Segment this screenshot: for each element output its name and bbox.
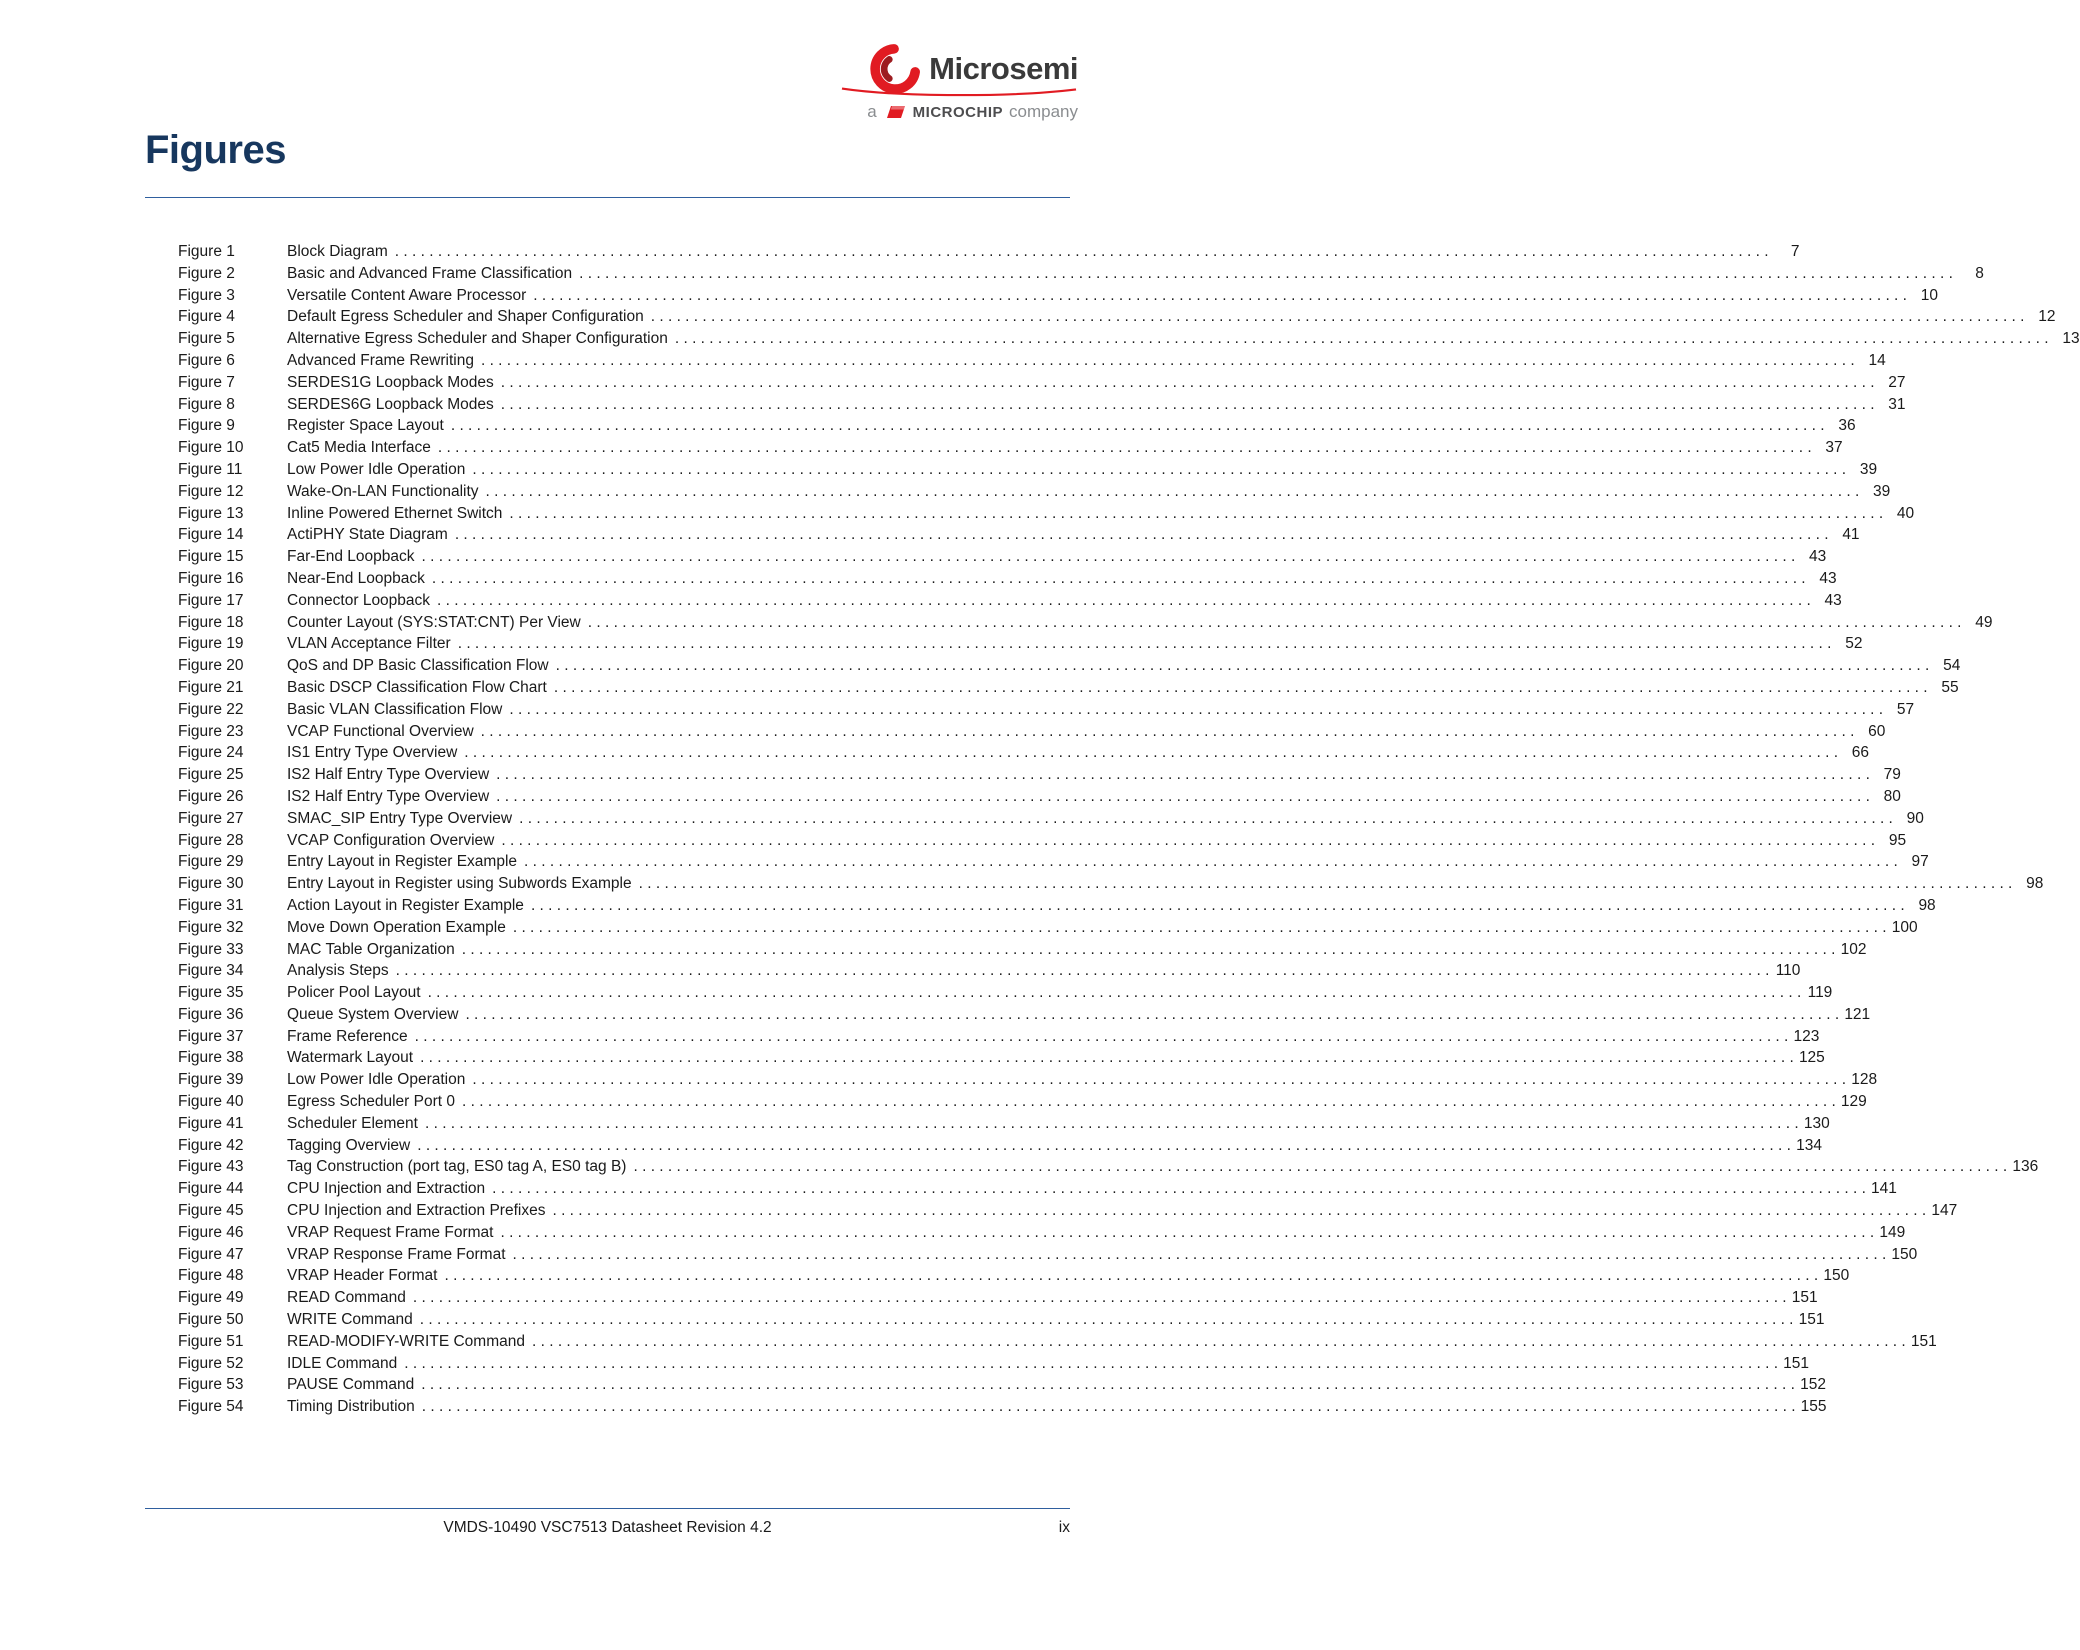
figure-label: Figure 31 [178,896,244,914]
figure-label: Figure 9 [178,417,235,435]
figure-label: Figure 12 [178,482,244,500]
toc-entry[interactable] [178,917,1918,939]
figure-title: Counter Layout (SYS:STAT:CNT) Per View [287,613,581,631]
figure-title: Cat5 Media Interface [287,439,431,457]
figure-page-number: 43 [1819,569,1837,587]
tagline-prefix: a [867,102,877,121]
figure-page-number: 151 [1791,1289,1818,1307]
brand-tagline [833,102,1078,122]
figure-label: Figure 5 [178,330,235,348]
figure-title: Low Power Idle Operation [287,460,466,478]
dot-leader: . . . . . . . . . . . . . . . . . . . . . . . . . . . . . . . . . . . . . . . . . . . . . . . . . . . . . . . . . . . . . . . . . . . . . . . . . . . . . . . . . . . . . . . . . . . . . . . . . . . . . . . . . . . . . . . . . . . . . . . . . . . . . . . . . . . . . . . . . . . . . . . . . . . . . . . . . . . . . . . . [519,809,1893,827]
figure-label: Figure 24 [178,744,244,762]
dot-leader: . . . . . . . . . . . . . . . . . . . . . . . . . . . . . . . . . . . . . . . . . . . . . . . . . . . . . . . . . . . . . . . . . . . . . . . . . . . . . . . . . . . . . . . . . . . . . . . . . . . . . . . . . . . . . . . . . . . . . . . . . . . . . . . . . . . . . . . . . . . . . . . . . . . . . . . . . . . . . . . . [555,657,1930,675]
figure-label: Figure 13 [178,504,244,522]
figure-label: Figure 4 [178,308,235,326]
figure-page-number: 39 [1859,460,1878,478]
figure-title: Wake-On-LAN Functionality [287,482,479,500]
figure-label: Figure 54 [178,1398,244,1416]
dot-leader: . . . . . . . . . . . . . . . . . . . . . . . . . . . . . . . . . . . . . . . . . . . . . . . . . . . . . . . . . . . . . . . . . . . . . . . . . . . . . . . . . . . . . . . . . . . . . . . . . . . . . . . . . . . . . . . . . . . . . . . . . . . . . . . . . . . . . . . . . . . . . . . . . . . . . . . . . . . . . . . . [457,635,1832,653]
toc-entry[interactable] [178,699,1915,721]
figure-label: Figure 23 [178,722,244,740]
toc-entry[interactable] [178,982,1833,1004]
dot-leader: . . . . . . . . . . . . . . . . . . . . . . . . . . . . . . . . . . . . . . . . . . . . . . . . . . . . . . . . . . . . . . . . . . . . . . . . . . . . . . . . . . . . . . . . . . . . . . . . . . . . . . . . . . . . . . . . . . . . . . . . . . . . . . . . . . . . . . . . . . . . . . . . . . . . . . . . . . . . . . . . [485,482,1860,500]
figure-label: Figure 41 [178,1114,244,1132]
footer-page-number: ix [1058,1519,1070,1536]
figure-label: Figure 52 [178,1354,244,1372]
toc-entry[interactable] [178,830,1907,852]
figure-title: VRAP Request Frame Format [287,1223,494,1241]
figure-label: Figure 20 [178,657,244,675]
figure-title: Default Egress Scheduler and Shaper Configuration [287,308,644,326]
figure-title: Alternative Egress Scheduler and Shaper Configuration [287,330,668,348]
figure-label: Figure 22 [178,700,244,718]
dot-leader: . . . . . . . . . . . . . . . . . . . . . . . . . . . . . . . . . . . . . . . . . . . . . . . . . . . . . . . . . . . . . . . . . . . . . . . . . . . . . . . . . . . . . . . . . . . . . . . . . . . . . . . . . . . . . . . . . . . . . . . . . . . . . . . . . . . . . . . . . . . . . . . . . . . . . . . . . . . . . . . . [462,1093,1836,1111]
dot-leader: . . . . . . . . . . . . . . . . . . . . . . . . . . . . . . . . . . . . . . . . . . . . . . . . . . . . . . . . . . . . . . . . . . . . . . . . . . . . . . . . . . . . . . . . . . . . . . . . . . . . . . . . . . . . . . . . . . . . . . . . . . . . . . . . . . . . . . . . . . . . . . . . . . . . . . . . . . . . . . . . [424,1114,1799,1132]
figure-page-number: 31 [1888,395,1906,413]
figure-page-number: 54 [1943,657,1961,675]
figure-page-number: 43 [1824,591,1842,609]
figure-title: Tagging Overview [287,1136,411,1154]
dot-leader: . . . . . . . . . . . . . . . . . . . . . . . . . . . . . . . . . . . . . . . . . . . . . . . . . . . . . . . . . . . . . . . . . . . . . . . . . . . . . . . . . . . . . . . . . . . . . . . . . . . . . . . . . . . . . . . . . . . . . . . . . . . . . . . . . . . . . . . . . . . . . . . . . . . . . . . . . . . . . . . . [420,1049,1794,1067]
page-title: Figures [145,128,286,172]
figure-title: VRAP Header Format [287,1267,438,1285]
figure-title: Advanced Frame Rewriting [287,351,474,369]
dot-leader: . . . . . . . . . . . . . . . . . . . . . . . . . . . . . . . . . . . . . . . . . . . . . . . . . . . . . . . . . . . . . . . . . . . . . . . . . . . . . . . . . . . . . . . . . . . . . . . . . . . . . . . . . . . . . . . . . . . . . . . . . . . . . . . . . . . . . . . . . . . . . . . . . . . . . . . . . . . . . . . . [512,1245,1887,1263]
figure-page-number: 80 [1883,787,1901,805]
figure-label: Figure 14 [178,526,244,544]
figure-label: Figure 11 [178,460,243,478]
figure-title: Scheduler Element [287,1114,418,1132]
figure-label: Figure 46 [178,1223,244,1241]
dot-leader: . . . . . . . . . . . . . . . . . . . . . . . . . . . . . . . . . . . . . . . . . . . . . . . . . . . . . . . . . . . . . . . . . . . . . . . . . . . . . . . . . . . . . . . . . . . . . . . . . . . . . . . . . . . . . . . . . . . . . . . . . . . . . . . . . . . . . . . . . . . . . . . . . . . . . . . . . . . . . . . . [414,1027,1789,1045]
figure-title: QoS and DP Basic Classification Flow [287,657,549,675]
dot-leader: . . . . . . . . . . . . . . . . . . . . . . . . . . . . . . . . . . . . . . . . . . . . . . . . . . . . . . . . . . . . . . . . . . . . . . . . . . . . . . . . . . . . . . . . . . . . . . . . . . . . . . . . . . . . . . . . . . . . . . . . . . . . . . . . . . . . . . . . . . . . . . . . . . . . . . . . . . . . . . . . [509,504,1884,522]
toc-entry[interactable] [178,1287,1818,1309]
toc-entry[interactable] [178,1353,1810,1375]
dot-leader: . . . . . . . . . . . . . . . . . . . . . . . . . . . . . . . . . . . . . . . . . . . . . . . . . . . . . . . . . . . . . . . . . . . . . . . . . . . . . . . . . . . . . . . . . . . . . . . . . . . . . . . . . . . . . . . . . . . . . . . . . . . . . . . . . . . . . . . . . . . . . . . . . . . . . . . . . . . . . . . . [552,1202,1927,1220]
tagline-suffix: company [1009,102,1078,121]
toc-entry[interactable] [178,1396,1827,1418]
microchip-logo-icon [883,104,907,120]
dot-leader: . . . . . . . . . . . . . . . . . . . . . . . . . . . . . . . . . . . . . . . . . . . . . . . . . . . . . . . . . . . . . . . . . . . . . . . . . . . . . . . . . . . . . . . . . . . . . . . . . . . . . . . . . . . . . . . . . . . . . . . . . . . . . . . . . . . . . . . . . . . . . . . . . . . . . . . . . . . . . . . . [404,1354,1779,1372]
figure-title: VCAP Configuration Overview [287,831,495,849]
figure-title: Near-End Loopback [287,569,425,587]
figure-page-number: 125 [1798,1049,1825,1067]
toc-entry[interactable] [178,1331,1937,1353]
toc-entry[interactable] [178,1178,1897,1200]
dot-leader: . . . . . . . . . . . . . . . . . . . . . . . . . . . . . . . . . . . . . . . . . . . . . . . . . . . . . . . . . . . . . . . . . . . . . . . . . . . . . . . . . . . . . . . . . . . . . . . . . . . . . . . . . . . . . . . . . . . . . . . . . . . . . . . . . . . . . . . . . . . . . . . . . . . . . . . . . . . . . . . . [417,1136,1791,1154]
toc-entry[interactable] [178,677,1959,699]
figure-label: Figure 27 [178,809,244,827]
dot-leader: . . . . . . . . . . . . . . . . . . . . . . . . . . . . . . . . . . . . . . . . . . . . . . . . . . . . . . . . . . . . . . . . . . . . . . . . . . . . . . . . . . . . . . . . . . . . . . . . . . . . . . . . . . . . . . . . . . . . . . . . . . . . . . . . . . . . . . . . . . . . . . . . . . . . . . . . . . . . . . . . [501,831,1876,849]
figure-page-number: 13 [2062,330,2080,348]
figure-page-number: 40 [1896,504,1915,522]
figure-page-number: 151 [1910,1332,1937,1350]
figure-title: Basic VLAN Classification Flow [287,700,503,718]
figure-label: Figure 18 [178,613,244,631]
figure-page-number: 150 [1891,1245,1918,1263]
figure-page-number: 27 [1888,373,1906,391]
figure-label: Figure 39 [178,1071,244,1089]
toc-entry[interactable] [178,960,1801,982]
dot-leader: . . . . . . . . . . . . . . . . . . . . . . . . . . . . . . . . . . . . . . . . . . . . . . . . . . . . . . . . . . . . . . . . . . . . . . . . . . . . . . . . . . . . . . . . . . . . . . . . . . . . . . . . . . . . . . . . . . . . . . . . . . . . . . . . . . . . . . . . . . . . . . . . . . . . . . . . . . . . . . . . [472,1071,1847,1089]
dot-leader: . . . . . . . . . . . . . . . . . . . . . . . . . . . . . . . . . . . . . . . . . . . . . . . . . . . . . . . . . . . . . . . . . . . . . . . . . . . . . . . . . . . . . . . . . . . . . . . . . . . . . . . . . . . . . . . . . . . . . . . . . . . . . . . . . . . . . . . . . . . . . . . . . . . . . . . . . . . . . . . . [530,896,1905,914]
figure-page-number: 151 [1783,1354,1810,1372]
figure-title: Connector Loopback [287,591,431,609]
figure-label: Figure 47 [178,1245,244,1263]
figure-page-number: 110 [1775,962,1801,980]
figure-title: READ-MODIFY-WRITE Command [287,1332,525,1350]
figure-page-number: 98 [2026,875,2044,893]
toc-entry[interactable] [178,568,1837,590]
figure-label: Figure 1 [178,243,235,260]
figure-page-number: 155 [1800,1398,1827,1416]
figure-page-number: 136 [2012,1158,2039,1176]
figure-page-number: 147 [1931,1202,1958,1220]
figure-label: Figure 3 [178,286,235,304]
toc-entry[interactable] [178,1265,1850,1287]
figure-title: Versatile Content Aware Processor [287,286,527,304]
dot-leader: . . . . . . . . . . . . . . . . . . . . . . . . . . . . . . . . . . . . . . . . . . . . . . . . . . . . . . . . . . . . . . . . . . . . . . . . . . . . . . . . . . . . . . . . . . . . . . . . . . . . . . . . . . . . . . . . . . . . . . . . . . . . . . . . . . . . . . . . . . . . . . . . . . . . . . . . . . . . . . . . [500,373,1875,391]
figure-label: Figure 28 [178,831,244,849]
figure-title: SMAC_SIP Entry Type Overview [287,809,513,827]
figure-label: Figure 49 [178,1289,244,1307]
figure-label: Figure 21 [178,678,244,696]
figure-page-number: 79 [1883,766,1901,784]
toc-entry[interactable] [178,851,1929,873]
brand-header [833,46,1078,122]
figure-page-number: 98 [1918,896,1936,914]
dot-leader: . . . . . . . . . . . . . . . . . . . . . . . . . . . . . . . . . . . . . . . . . . . . . . . . . . . . . . . . . . . . . . . . . . . . . . . . . . . . . . . . . . . . . . . . . . . . . . . . . . . . . . . . . . . . . . . . . . . . . . . . . . . . . . . . . . . . . . . . . . . . . . . . . . . . . . . . . . . . . . . . [587,613,1962,631]
dot-leader: . . . . . . . . . . . . . . . . . . . . . . . . . . . . . . . . . . . . . . . . . . . . . . . . . . . . . . . . . . . . . . . . . . . . . . . . . . . . . . . . . . . . . . . . . . . . . . . . . . . . . . . . . . . . . . . . . . . . . . . . . . . . . . . . . . . . . . . . . . . . . . . . . . . . . . . . . . . . . . . . [496,766,1870,784]
toc-entry[interactable] [178,1113,1830,1135]
figure-label: Figure 8 [178,395,235,413]
toc-entry[interactable] [178,1374,1826,1396]
figure-page-number: 57 [1896,700,1915,718]
dot-leader: . . . . . . . . . . . . . . . . . . . . . . . . . . . . . . . . . . . . . . . . . . . . . . . . . . . . . . . . . . . . . . . . . . . . . . . . . . . . . . . . . . . . . . . . . . . . . . . . . . . . . . . . . . . . . . . . . . . . . . . . . . . . . . . . . . . . . . . . . . . . . . . . . . . . . . . . . . . . . . . . [431,569,1806,587]
toc-entry[interactable] [178,263,1984,285]
figure-page-number: 151 [1798,1311,1825,1329]
dot-leader: . . . . . . . . . . . . . . . . . . . . . . . . . . . . . . . . . . . . . . . . . . . . . . . . . . . . . . . . . . . . . . . . . . . . . . . . . . . . . . . . . . . . . . . . . . . . . . . . . . . . . . . . . . . . . . . . . . . . . . . . . . . . . . . . . . . . . . . . . . . . . . . . . . . . . . . . . . . . . . . . [421,1376,1795,1394]
figure-page-number: 14 [1868,351,1886,369]
dot-leader: . . . . . . . . . . . . . . . . . . . . . . . . . . . . . . . . . . . . . . . . . . . . . . . . . . . . . . . . . . . . . . . . . . . . . . . . . . . . . . . . . . . . . . . . . . . . . . . . . . . . . . . . . . . . . . . . . . . . . . . . . . . . . . . . . . . . . . . . . . . . . . . . . . . . . . . . . . . . . . . . [437,439,1812,457]
figure-page-number: 37 [1825,439,1843,457]
figure-label: Figure 37 [178,1027,244,1045]
figure-title: Register Space Layout [287,417,444,435]
figure-label: Figure 7 [178,373,235,391]
toc-entry[interactable] [178,285,1938,307]
figure-label: Figure 53 [178,1376,244,1394]
figure-page-number: 39 [1873,482,1891,500]
dot-leader: . . . . . . . . . . . . . . . . . . . . . . . . . . . . . . . . . . . . . . . . . . . . . . . . . . . . . . . . . . . . . . . . . . . . . . . . . . . . . . . . . . . . . . . . . . . . . . . . . . . . . . . . . . . . . . . . . . . . . . . . . . . . . . . . . . . . . . . . . . . . . . . . . . . . . . . . . . . . . . . . [633,1158,2008,1176]
figures-list [178,241,2080,1418]
dot-leader: . . . . . . . . . . . . . . . . . . . . . . . . . . . . . . . . . . . . . . . . . . . . . . . . . . . . . . . . . . . . . . . . . . . . . . . . . . . . . . . . . . . . . . . . . . . . . . . . . . . . . . . . . . . . . . . . . . . . . . . . . . . . . . . . . . . . . . . . . . . . . . . . . . . . . . . . . . . . . . . . [464,744,1839,762]
toc-entry[interactable] [178,655,1961,677]
toc-entry[interactable] [178,328,2080,350]
figure-label: Figure 17 [178,591,244,609]
figure-label: Figure 29 [178,853,244,871]
figure-title: Tag Construction (port tag, ES0 tag A, ES0 tag B) [287,1158,627,1176]
toc-entry[interactable] [178,481,1891,503]
dot-leader: . . . . . . . . . . . . . . . . . . . . . . . . . . . . . . . . . . . . . . . . . . . . . . . . . . . . . . . . . . . . . . . . . . . . . . . . . . . . . . . . . . . . . . . . . . . . . . . . . . . . . . . . . . . . . . . . . . . . . . . . . . . . . . . . . . . . . . . . . . . . . . . . . . . . . . . . . . . . . . . . [524,853,1898,871]
toc-entry[interactable] [178,1069,1878,1091]
figure-label: Figure 19 [178,635,244,653]
brand-row [833,46,1078,92]
figure-title: Basic DSCP Classification Flow Chart [287,678,547,696]
figure-label: Figure 10 [178,439,244,457]
dot-leader: . . . . . . . . . . . . . . . . . . . . . . . . . . . . . . . . . . . . . . . . . . . . . . . . . . . . . . . . . . . . . . . . . . . . . . . . . . . . . . . . . . . . . . . . . . . . . . . . . . . . . . . . . . . . . . . . . . . . . . . . . . . . . . . . . . . . . . . . . . . . . . . . . . . . . . . . . . . . . . . . [454,526,1829,544]
toc-entry[interactable] [178,764,1901,786]
figure-page-number: 130 [1803,1114,1830,1132]
dot-leader: . . . . . . . . . . . . . . . . . . . . . . . . . . . . . . . . . . . . . . . . . . . . . . . . . . . . . . . . . . . . . . . . . . . . . . . . . . . . . . . . . . . . . . . . . . . . . . . . . . . . . . . . . . . . . . . . . . . . . . . . . . . . . . . . . . . . . . . . . . . . . . . . . . . . . . . . . . . . . . . . [472,460,1847,478]
figure-page-number: 149 [1879,1223,1906,1241]
figure-label: Figure 38 [178,1049,244,1067]
figure-page-number: 49 [1975,613,1993,631]
figure-page-number: 60 [1868,722,1886,740]
toc-entry[interactable] [178,1135,1822,1157]
dot-leader: . . . . . . . . . . . . . . . . . . . . . . . . . . . . . . . . . . . . . . . . . . . . . . . . . . . . . . . . . . . . . . . . . . . . . . . . . . . . . . . . . . . . . . . . . . . . . . . . . . . . . . . . . . . . . . . . . . . . . . . . . . . . . . . . . . . . . . . . . . . . . . . . . . . . . . . . . . . . . . . . [638,875,2013,893]
toc-entry[interactable] [178,1244,1918,1266]
figure-page-number: 150 [1823,1267,1850,1285]
figure-page-number: 43 [1809,548,1827,566]
dot-leader: . . . . . . . . . . . . . . . . . . . . . . . . . . . . . . . . . . . . . . . . . . . . . . . . . . . . . . . . . . . . . . . . . . . . . . . . . . . . . . . . . . . . . . . . . . . . . . . . . . . . . . . . . . . . . . . . . . . . . . . . . . . . . . . . . . . . . . . . . . . . . . . . . . . . . . . . . . . . . . . . [437,591,1811,609]
title-divider [145,197,1070,198]
figure-title: ActiPHY State Diagram [287,526,448,544]
figure-page-number: 128 [1851,1071,1878,1089]
tagline-brand: MICROCHIP [912,103,1004,121]
figure-label: Figure 36 [178,1005,244,1023]
footer-divider [145,1508,1070,1509]
figure-title: CPU Injection and Extraction [287,1180,486,1198]
figure-title: Block Diagram [287,243,388,260]
figure-title: Move Down Operation Example [287,918,506,936]
dot-leader: . . . . . . . . . . . . . . . . . . . . . . . . . . . . . . . . . . . . . . . . . . . . . . . . . . . . . . . . . . . . . . . . . . . . . . . . . . . . . . . . . . . . . . . . . . . . . . . . . . . . . . . . . . . . . . . . . . . . . . . . . . . . . . . . . . . . . . . . . . . . . . . . . . . . . . . . . . . . . . . . [480,722,1855,740]
toc-entry[interactable] [178,808,1924,830]
figure-page-number: 121 [1844,1005,1871,1023]
toc-entry[interactable] [178,786,1901,808]
toc-entry[interactable] [178,503,1915,525]
figure-title: Action Layout in Register Example [287,896,524,914]
figure-label: Figure 50 [178,1311,244,1329]
dot-leader: . . . . . . . . . . . . . . . . . . . . . . . . . . . . . . . . . . . . . . . . . . . . . . . . . . . . . . . . . . . . . . . . . . . . . . . . . . . . . . . . . . . . . . . . . . . . . . . . . . . . . . . . . . . . . . . . . . . . . . . . . . . . . . . . . . . . . . . . . . . . . . . . . . . . . . . . . . . . . . . . [444,1267,1819,1285]
figure-label: Figure 30 [178,875,244,893]
figure-label: Figure 48 [178,1267,244,1285]
figure-page-number: 100 [1891,918,1918,936]
figure-label: Figure 26 [178,787,244,805]
microsemi-logo-icon [867,46,925,92]
toc-entry[interactable] [178,524,1860,546]
dot-leader: . . . . . . . . . . . . . . . . . . . . . . . . . . . . . . . . . . . . . . . . . . . . . . . . . . . . . . . . . . . . . . . . . . . . . . . . . . . . . . . . . . . . . . . . . . . . . . . . . . . . . . . . . . . . . . . . . . . . . . . . . . . . . . . . . . . . . . . . . . . . . . . . . . . . . . . . . . . . . . . . [450,417,1825,435]
toc-entry[interactable] [178,306,2056,328]
figure-title: Egress Scheduler Port 0 [287,1093,456,1111]
figure-label: Figure 35 [178,984,244,1002]
figure-title: IS2 Half Entry Type Overview [287,766,490,784]
dot-leader: . . . . . . . . . . . . . . . . . . . . . . . . . . . . . . . . . . . . . . . . . . . . . . . . . . . . . . . . . . . . . . . . . . . . . . . . . . . . . . . . . . . . . . . . . . . . . . . . . . . . . . . . . . . . . . . . . . . . . . . . . . . . . . . . . . . . . . . . . . . . . . . . . . . . . . . . . . . . . . . . [492,1180,1866,1198]
figure-label: Figure 32 [178,918,244,936]
dot-leader: . . . . . . . . . . . . . . . . . . . . . . . . . . . . . . . . . . . . . . . . . . . . . . . . . . . . . . . . . . . . . . . . . . . . . . . . . . . . . . . . . . . . . . . . . . . . . . . . . . . . . . . . . . . . . . . . . . . . . . . . . . . . . . . . . . . . . . . . . . . . . . . . . . . . . . . . . . . . . . . . [674,330,2049,348]
toc-entry[interactable] [178,394,1906,416]
dot-leader: . . . . . . . . . . . . . . . . . . . . . . . . . . . . . . . . . . . . . . . . . . . . . . . . . . . . . . . . . . . . . . . . . . . . . . . . . . . . . . . . . . . . . . . . . . . . . . . . . . . . . . . . . . . . . . . . . . . . . . . . . . . . . . . . . . . . . . . . . . . . . . . . . . . . . . . . . . . . . . . . [650,308,2025,326]
figure-title: IS2 Half Entry Type Overview [287,787,490,805]
toc-entry[interactable] [178,1309,1825,1331]
figure-page-number: 134 [1796,1136,1822,1154]
dot-leader: . . . . . . . . . . . . . . . . . . . . . . . . . . . . . . . . . . . . . . . . . . . . . . . . . . . . . . . . . . . . . . . . . . . . . . . . . . . . . . . . . . . . . . . . . . . . . . . . . . . . . . . . . . . . . . . . . . . . . . . . . . . . . . . . . . . . . . . . . . . . . . . . . . . . . . . . . . . . . . . . [496,787,1870,805]
figure-page-number: 90 [1906,809,1924,827]
figure-label: Figure 25 [178,766,244,784]
figure-title: Far-End Loopback [287,548,415,566]
figure-title: Basic and Advanced Frame Classification [287,264,573,282]
dot-leader: . . . . . . . . . . . . . . . . . . . . . . . . . . . . . . . . . . . . . . . . . . . . . . . . . . . . . . . . . . . . . . . . . . . . . . . . . . . . . . . . . . . . . . . . . . . . . . . . . . . . . . . . . . . . . . . . . . . . . . . . . . . . . . . . . . . . . . . . . . . . . . . . . . . . . . . . . . . . . . . . [500,395,1875,413]
toc-entry[interactable] [178,415,1856,437]
figure-label: Figure 16 [178,569,244,587]
figure-page-number: 7 [1790,243,1800,260]
toc-entry[interactable] [178,372,1906,394]
toc-entry[interactable] [178,939,1867,961]
toc-entry[interactable] [178,1026,1820,1048]
figure-title: Watermark Layout [287,1049,414,1067]
figure-title: Frame Reference [287,1027,408,1045]
dot-leader: . . . . . . . . . . . . . . . . . . . . . . . . . . . . . . . . . . . . . . . . . . . . . . . . . . . . . . . . . . . . . . . . . . . . . . . . . . . . . . . . . . . . . . . . . . . . . . . . . . . . . . . . . . . . . . . . . . . . . . . . . . . . . . . . . . . . . . . . . . . . . . . . . . . . . . . . . . . . . . . . [531,1332,1906,1350]
toc-entry[interactable] [178,241,1800,263]
footer-text: VMDS-10490 VSC7513 Datasheet Revision 4.2 [443,1519,772,1536]
toc-entry[interactable] [178,742,1870,764]
figure-label: Figure 2 [178,264,235,282]
figure-page-number: 141 [1871,1180,1897,1198]
figure-label: Figure 33 [178,940,244,958]
toc-entry[interactable] [178,1200,1958,1222]
dot-leader: . . . . . . . . . . . . . . . . . . . . . . . . . . . . . . . . . . . . . . . . . . . . . . . . . . . . . . . . . . . . . . . . . . . . . . . . . . . . . . . . . . . . . . . . . . . . . . . . . . . . . . . . . . . . . . . . . . . . . . . . . . . . . . . . . . . . . . . . . . . . . . . . . . . . . . . . . . . . . . . . [427,984,1802,1002]
toc-entry[interactable] [178,612,1993,634]
dot-leader: . . . . . . . . . . . . . . . . . . . . . . . . . . . . . . . . . . . . . . . . . . . . . . . . . . . . . . . . . . . . . . . . . . . . . . . . . . . . . . . . . . . . . . . . . . . . . . . . . . . . . . . . . . . . . . . . . . . . . . . . . . . . . . . . . . . . . . . . . . . . . . . . . . . . . . . . . . . . . . . . [412,1289,1787,1307]
figure-page-number: 55 [1941,678,1959,696]
figure-title: IS1 Entry Type Overview [287,744,458,762]
toc-entry[interactable] [178,873,2044,895]
dot-leader: . . . . . . . . . . . . . . . . . . . . . . . . . . . . . . . . . . . . . . . . . . . . . . . . . . . . . . . . . . . . . . . . . . . . . . . . . . . . . . . . . . . . . . . . . . . . . . . . . . . . . . . . . . . . . . . . . . . . . . . . . . . . . . . . . . . . . . . . . . . . . . . . . . . . . . . . . . . . . . . . [394,243,1769,260]
toc-entry[interactable] [178,1156,2039,1178]
figure-page-number: 97 [1911,853,1929,871]
dot-leader: . . . . . . . . . . . . . . . . . . . . . . . . . . . . . . . . . . . . . . . . . . . . . . . . . . . . . . . . . . . . . . . . . . . . . . . . . . . . . . . . . . . . . . . . . . . . . . . . . . . . . . . . . . . . . . . . . . . . . . . . . . . . . . . . . . . . . . . . . . . . . . . . . . . . . . . . . . . . . . . . [395,962,1770,980]
figure-title: Policer Pool Layout [287,984,421,1002]
figure-title: WRITE Command [287,1311,413,1329]
figure-page-number: 52 [1845,635,1863,653]
toc-entry[interactable] [178,1222,1906,1244]
figure-page-number: 66 [1851,744,1870,762]
figure-label: Figure 44 [178,1180,244,1198]
figure-title: CPU Injection and Extraction Prefixes [287,1202,546,1220]
figure-label: Figure 43 [178,1158,244,1176]
toc-entry[interactable] [178,437,1843,459]
figure-title: READ Command [287,1289,406,1307]
toc-entry[interactable] [178,546,1827,568]
dot-leader: . . . . . . . . . . . . . . . . . . . . . . . . . . . . . . . . . . . . . . . . . . . . . . . . . . . . . . . . . . . . . . . . . . . . . . . . . . . . . . . . . . . . . . . . . . . . . . . . . . . . . . . . . . . . . . . . . . . . . . . . . . . . . . . . . . . . . . . . . . . . . . . . . . . . . . . . . . . . . . . . [461,940,1836,958]
figure-label: Figure 42 [178,1136,244,1154]
figure-page-number: 123 [1793,1027,1820,1045]
dot-leader: . . . . . . . . . . . . . . . . . . . . . . . . . . . . . . . . . . . . . . . . . . . . . . . . . . . . . . . . . . . . . . . . . . . . . . . . . . . . . . . . . . . . . . . . . . . . . . . . . . . . . . . . . . . . . . . . . . . . . . . . . . . . . . . . . . . . . . . . . . . . . . . . . . . . . . . . . . . . . . . . [512,918,1887,936]
figure-page-number: 12 [2038,308,2056,326]
brand-name: Microsemi [929,51,1078,86]
toc-entry[interactable] [178,590,1842,612]
dot-leader: . . . . . . . . . . . . . . . . . . . . . . . . . . . . . . . . . . . . . . . . . . . . . . . . . . . . . . . . . . . . . . . . . . . . . . . . . . . . . . . . . . . . . . . . . . . . . . . . . . . . . . . . . . . . . . . . . . . . . . . . . . . . . . . . . . . . . . . . . . . . . . . . . . . . . . . . . . . . . . . . [509,700,1884,718]
figure-title: Low Power Idle Operation [287,1071,466,1089]
figure-page-number: 41 [1842,526,1860,544]
toc-entry[interactable] [178,721,1886,743]
toc-entry[interactable] [178,895,1936,917]
dot-leader: . . . . . . . . . . . . . . . . . . . . . . . . . . . . . . . . . . . . . . . . . . . . . . . . . . . . . . . . . . . . . . . . . . . . . . . . . . . . . . . . . . . . . . . . . . . . . . . . . . . . . . . . . . . . . . . . . . . . . . . . . . . . . . . . . . . . . . . . . . . . . . . . . . . . . . . . . . . . . . . . [500,1223,1875,1241]
dot-leader: . . . . . . . . . . . . . . . . . . . . . . . . . . . . . . . . . . . . . . . . . . . . . . . . . . . . . . . . . . . . . . . . . . . . . . . . . . . . . . . . . . . . . . . . . . . . . . . . . . . . . . . . . . . . . . . . . . . . . . . . . . . . . . . . . . . . . . . . . . . . . . . . . . . . . . . . . . . . . . . . [421,1398,1796,1416]
dot-leader: . . . . . . . . . . . . . . . . . . . . . . . . . . . . . . . . . . . . . . . . . . . . . . . . . . . . . . . . . . . . . . . . . . . . . . . . . . . . . . . . . . . . . . . . . . . . . . . . . . . . . . . . . . . . . . . . . . . . . . . . . . . . . . . . . . . . . . . . . . . . . . . . . . . . . . . . . . . . . . . . [579,264,1953,282]
figure-page-number: 36 [1838,417,1856,435]
toc-entry[interactable] [178,459,1878,481]
dot-leader: . . . . . . . . . . . . . . . . . . . . . . . . . . . . . . . . . . . . . . . . . . . . . . . . . . . . . . . . . . . . . . . . . . . . . . . . . . . . . . . . . . . . . . . . . . . . . . . . . . . . . . . . . . . . . . . . . . . . . . . . . . . . . . . . . . . . . . . . . . . . . . . . . . . . . . . . . . . . . . . . [421,548,1796,566]
figure-page-number: 152 [1800,1376,1826,1394]
figure-title: Entry Layout in Register using Subwords Example [287,875,632,893]
figure-page-number: 102 [1840,940,1867,958]
toc-entry[interactable] [178,350,1886,372]
dot-leader: . . . . . . . . . . . . . . . . . . . . . . . . . . . . . . . . . . . . . . . . . . . . . . . . . . . . . . . . . . . . . . . . . . . . . . . . . . . . . . . . . . . . . . . . . . . . . . . . . . . . . . . . . . . . . . . . . . . . . . . . . . . . . . . . . . . . . . . . . . . . . . . . . . . . . . . . . . . . . . . . [533,286,1907,304]
figure-label: Figure 51 [178,1332,244,1350]
figure-title: VRAP Response Frame Format [287,1245,506,1263]
figure-label: Figure 6 [178,351,235,369]
toc-entry[interactable] [178,1047,1825,1069]
figure-label: Figure 34 [178,962,244,980]
figure-title: Analysis Steps [287,962,389,980]
dot-leader: . . . . . . . . . . . . . . . . . . . . . . . . . . . . . . . . . . . . . . . . . . . . . . . . . . . . . . . . . . . . . . . . . . . . . . . . . . . . . . . . . . . . . . . . . . . . . . . . . . . . . . . . . . . . . . . . . . . . . . . . . . . . . . . . . . . . . . . . . . . . . . . . . . . . . . . . . . . . . . . . [553,678,1928,696]
figure-title: Queue System Overview [287,1005,459,1023]
figure-title: Inline Powered Ethernet Switch [287,504,503,522]
figure-page-number: 129 [1840,1093,1867,1111]
figure-label: Figure 45 [178,1202,244,1220]
figure-title: VLAN Acceptance Filter [287,635,451,653]
figure-title: PAUSE Command [287,1376,415,1394]
footer [145,1519,1070,1537]
figure-title: IDLE Command [287,1354,398,1372]
figure-title: Timing Distribution [287,1398,415,1416]
dot-leader: . . . . . . . . . . . . . . . . . . . . . . . . . . . . . . . . . . . . . . . . . . . . . . . . . . . . . . . . . . . . . . . . . . . . . . . . . . . . . . . . . . . . . . . . . . . . . . . . . . . . . . . . . . . . . . . . . . . . . . . . . . . . . . . . . . . . . . . . . . . . . . . . . . . . . . . . . . . . . . . . [480,351,1855,369]
toc-entry[interactable] [178,633,1863,655]
toc-entry[interactable] [178,1091,1867,1113]
figure-title: VCAP Functional Overview [287,722,474,740]
figure-page-number: 10 [1920,286,1938,304]
figure-title: SERDES6G Loopback Modes [287,395,494,413]
figure-title: MAC Table Organization [287,940,455,958]
figure-label: Figure 15 [178,548,244,566]
figure-page-number: 119 [1807,984,1833,1002]
dot-leader: . . . . . . . . . . . . . . . . . . . . . . . . . . . . . . . . . . . . . . . . . . . . . . . . . . . . . . . . . . . . . . . . . . . . . . . . . . . . . . . . . . . . . . . . . . . . . . . . . . . . . . . . . . . . . . . . . . . . . . . . . . . . . . . . . . . . . . . . . . . . . . . . . . . . . . . . . . . . . . . . [465,1005,1840,1023]
figure-page-number: 8 [1975,264,1984,282]
figure-page-number: 95 [1888,831,1907,849]
figure-title: Entry Layout in Register Example [287,853,518,871]
figure-title: SERDES1G Loopback Modes [287,373,494,391]
figure-label: Figure 40 [178,1093,244,1111]
dot-leader: . . . . . . . . . . . . . . . . . . . . . . . . . . . . . . . . . . . . . . . . . . . . . . . . . . . . . . . . . . . . . . . . . . . . . . . . . . . . . . . . . . . . . . . . . . . . . . . . . . . . . . . . . . . . . . . . . . . . . . . . . . . . . . . . . . . . . . . . . . . . . . . . . . . . . . . . . . . . . . . . [419,1311,1794,1329]
toc-entry[interactable] [178,1004,1871,1026]
